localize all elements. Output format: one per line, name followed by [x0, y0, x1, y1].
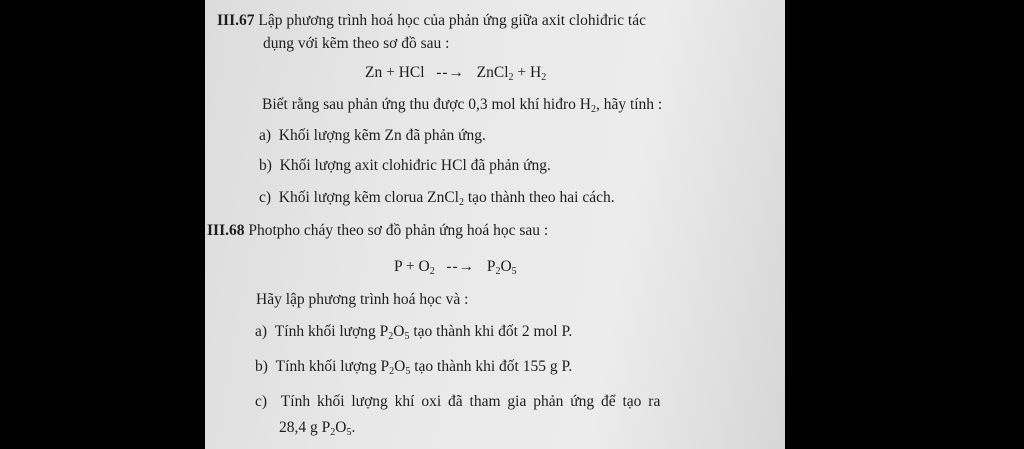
exercise-67-number: III.67 — [217, 12, 255, 29]
exercise-67-intro-line2: dụng với kẽm theo sơ đồ sau : — [263, 35, 450, 52]
exercise-68-item-b: b) Tính khối lượng $P_2O_5$ tạo thành khi đốt 155 g P. — [255, 358, 573, 377]
exercise-67-item-a: a) Khối lượng kẽm Zn đã phản ứng. — [259, 127, 486, 144]
textbook-page — [205, 0, 785, 449]
reaction-arrow-icon: --→ — [446, 258, 476, 275]
exercise-68-item-c-line1: c) Tính khối lượng khí oxi đã tham gia phản ứng để tạo ra — [255, 393, 661, 410]
exercise-68-task: Hãy lập phương trình hoá học và : — [256, 291, 469, 308]
exercise-67-given: Biết rằng sau phản ứng thu được 0,3 mol khí hiđro $H_2$, hãy tính : — [262, 96, 663, 115]
exercise-68-item-c-line2: 28,4 g $P_2O_5$. — [279, 419, 356, 438]
exercise-68-intro: III.68 Photpho cháy theo sơ đồ phản ứng hoá học sau : — [207, 222, 549, 239]
exercise-67-intro-line1: III.67 Lập phương trình hoá học của phản ứng giữa axit clohiđric tác — [217, 12, 646, 29]
exercise-68-number: III.68 — [207, 222, 245, 239]
reaction-arrow-icon: --→ — [436, 64, 466, 81]
exercise-68-equation: $P + O_2$ --→ $P_2O_5$ — [394, 258, 517, 277]
exercise-67-equation: Zn + HCl --→ ZnCl$_2$ + $H_2$ — [365, 64, 547, 83]
exercise-67-item-b: b) Khối lượng axit clohiđric HCl đã phản ứng. — [259, 157, 551, 174]
exercise-67-item-c: c) Khối lượng kẽm clorua ZnCl$_2$ tạo thành theo hai cách. — [259, 189, 615, 208]
exercise-68-item-a: a) Tính khối lượng $P_2O_5$ tạo thành khi đốt 2 mol P. — [255, 323, 573, 342]
